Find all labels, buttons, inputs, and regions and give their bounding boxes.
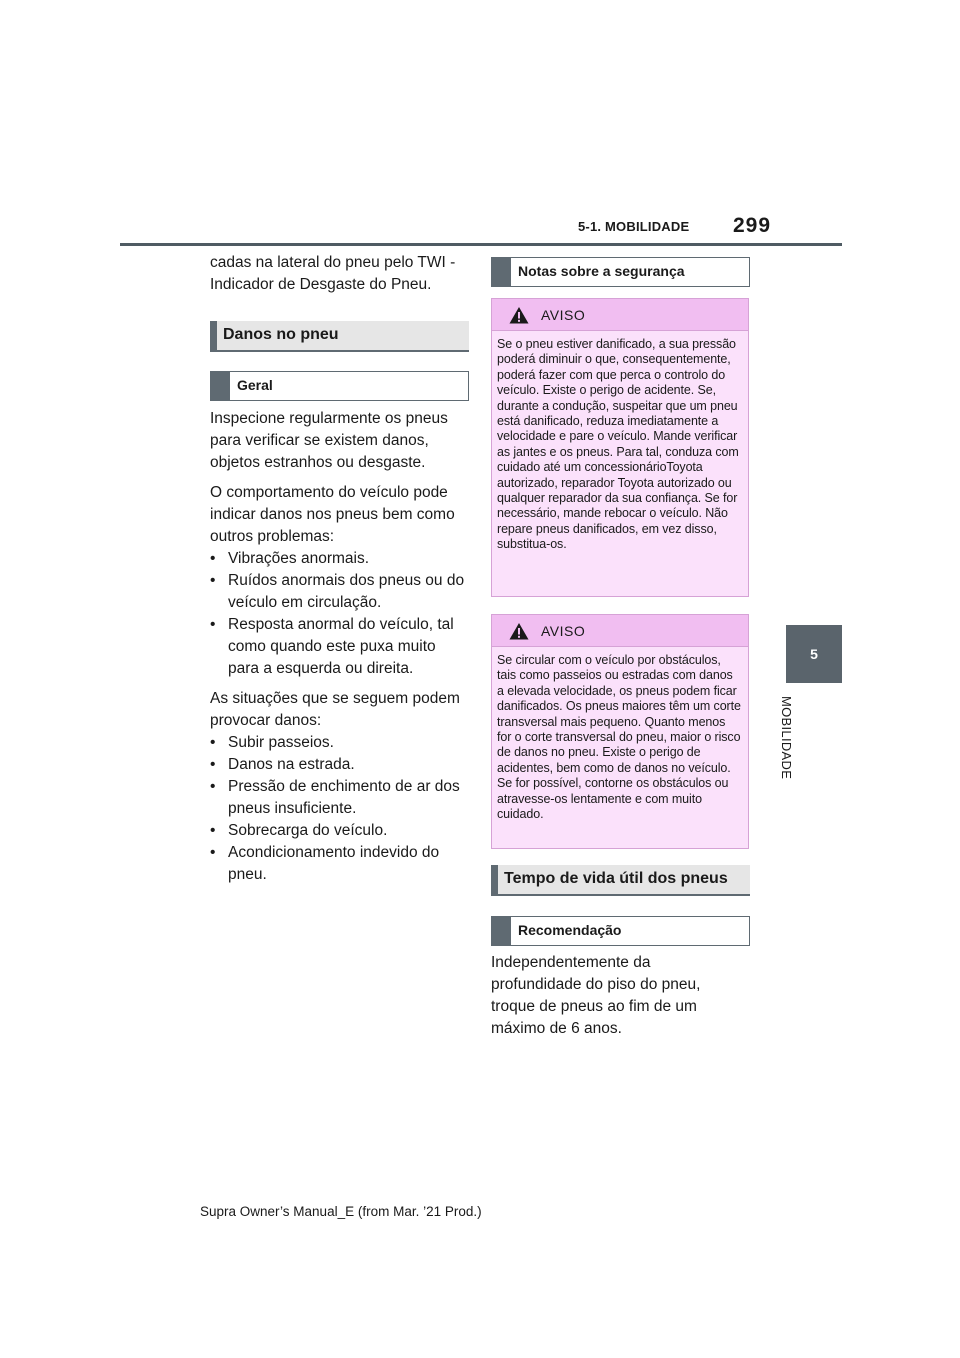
list-item: • Danos na estrada. — [210, 754, 470, 776]
subheading-recommendation — [491, 916, 750, 946]
warning-box — [491, 614, 749, 849]
subheading-text: Recomendação — [518, 922, 622, 938]
warning-label: AVISO — [541, 623, 586, 639]
cause-list — [210, 732, 470, 886]
subheading-text: Geral — [237, 377, 273, 393]
header-rule — [120, 243, 842, 246]
list-item: • Subir passeios. — [210, 732, 470, 754]
page-number: 299 — [733, 214, 772, 237]
section-heading-text: Danos no pneu — [223, 326, 339, 343]
warning-text: Se o pneu estiver danificado, a sua pressão poderá diminuir o que, consequentemente, poderá fazer com que perca o controlo do veículo. Existe o perigo de acidente. Se, durante a condução, suspeitar que um pneu está danificado, reduza imediatamente a velocidade e pare o veículo. Mande verificar as jantes e os pneus. Para tal, conduza com cuidado até um concessionárioToyota autorizado, reparador Toyota autorizado ou qualquer reparador da sua confiança. Se for necessário, mande rebocar o veículo. Não repare pneus danificados, em vez disso, substitua-os. — [497, 337, 739, 552]
section-heading-text: Tempo de vida útil dos pneus — [504, 870, 728, 887]
recommendation-body — [491, 952, 741, 1048]
list-item: • Sobrecarga do veículo. — [210, 820, 470, 842]
symptom-list — [210, 548, 470, 680]
section-heading-tire-damage — [210, 321, 469, 352]
warning-triangle-icon — [509, 306, 529, 324]
left-body — [210, 408, 470, 886]
warning-text: Se circular com o veículo por obstáculos, tais como passeios ou estradas com danos a elevada velocidade, os pneus podem ficar danificados. Os pneus maiores têm um corte transversal mais pequeno. Quanto menos for o corte transversal do pneu, maior o risco de danos no pneu. Existe o perigo de acidentes, bem como de danos no veículo. Se for possível, contorne os obstáculos ou atravesse-os lentamente e com muito cuidado. — [497, 653, 741, 822]
subheading-safety-notes — [491, 257, 750, 287]
paragraph: Inspecione regularmente os pneus para verificar se existem danos, objetos estranhos ou desgaste. — [210, 410, 448, 471]
list-item: • Vibrações anormais. — [210, 548, 470, 570]
paragraph: Independentemente da profundidade do piso do pneu, troque de pneus ao fim de um máximo de 6 anos. — [491, 954, 701, 1037]
warning-box — [491, 298, 749, 597]
warning-triangle-icon — [509, 622, 529, 640]
chapter-label-text: MOBILIDADE — [779, 696, 794, 780]
chapter-tab: 5 — [786, 625, 842, 683]
paragraph: As situações que se seguem podem provocar danos: — [210, 690, 460, 729]
chapter-tab-label — [772, 696, 816, 806]
list-item: • Acondicionamento indevido do pneu. — [210, 842, 470, 886]
list-item: • Ruídos anormais dos pneus ou do veículo em circulação. — [210, 570, 470, 614]
paragraph: O comportamento do veículo pode indicar danos nos pneus bem como outros problemas: — [210, 484, 455, 545]
intro-text: cadas na lateral do pneu pelo TWI - Indicador de Desgaste do Pneu. — [210, 254, 456, 293]
intro-paragraph — [210, 252, 470, 304]
section-heading-tire-lifetime — [491, 865, 750, 896]
warning-label: AVISO — [541, 307, 586, 323]
section-title: 5-1. MOBILIDADE — [578, 219, 690, 234]
list-item: • Pressão de enchimento de ar dos pneus insuficiente. — [210, 776, 470, 820]
subheading-text: Notas sobre a segurança — [518, 263, 685, 279]
subheading-general — [210, 371, 469, 401]
list-item: • Resposta anormal do veículo, tal como quando este puxa muito para a esquerda ou direita. — [210, 614, 470, 680]
warning-header — [492, 615, 748, 647]
footer-text: Supra Owner’s Manual_E (from Mar. ’21 Prod.) — [200, 1204, 482, 1219]
warning-header — [492, 299, 748, 331]
